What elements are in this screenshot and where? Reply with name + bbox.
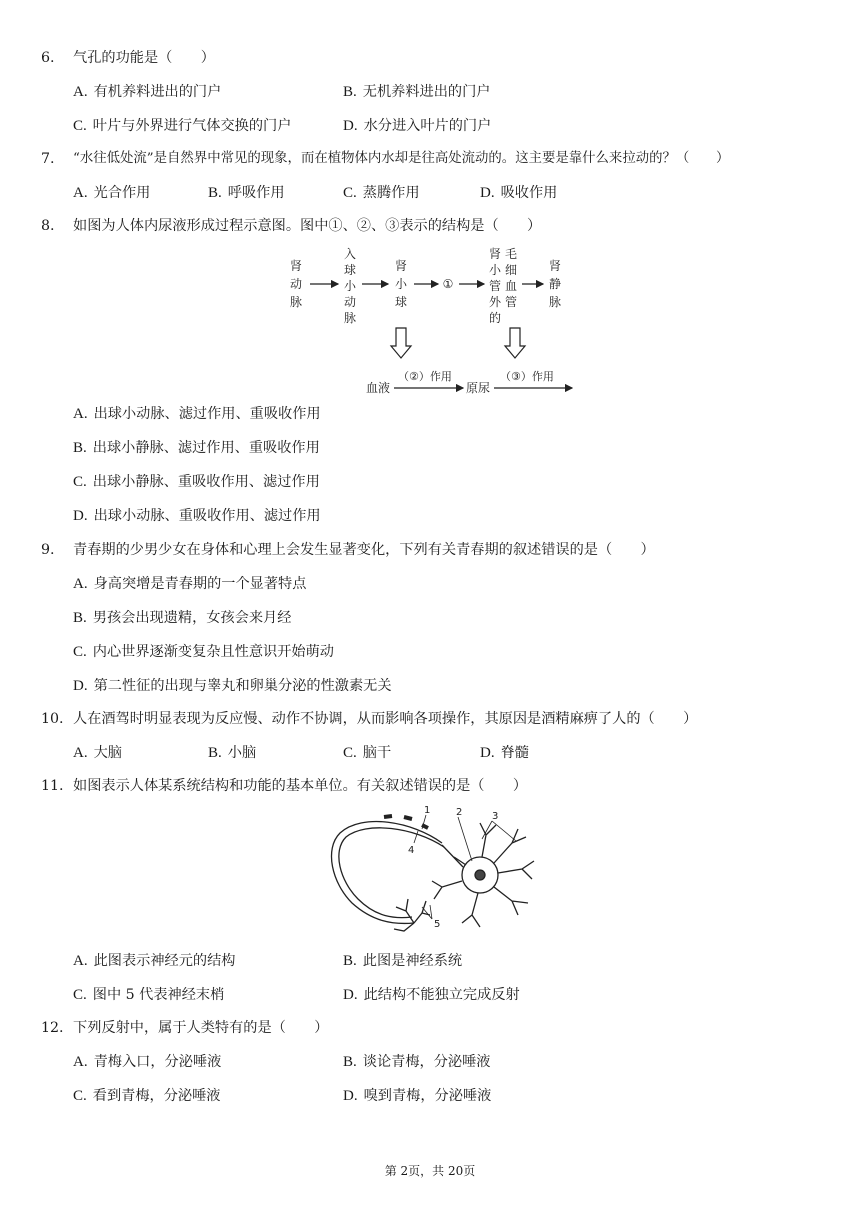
option-b: [343, 951, 462, 971]
option-text: 图中 5 代表神经末梢: [92, 987, 225, 1003]
option-letter: C.: [73, 118, 87, 134]
label-1: 1: [424, 805, 431, 816]
option-letter: D.: [73, 678, 88, 694]
leader-line: [458, 817, 472, 861]
option-letter: C.: [343, 185, 357, 201]
option-c: [73, 472, 320, 492]
option-letter: D.: [343, 987, 358, 1003]
down-arrow-icon: [505, 328, 525, 358]
option-a: [73, 82, 221, 102]
option-text: 水分进入叶片的门户: [363, 118, 492, 134]
svg-text:肾: 肾: [548, 259, 562, 273]
svg-text:小: 小: [488, 263, 502, 277]
option-letter: A.: [73, 84, 88, 100]
svg-text:细: 细: [504, 263, 518, 277]
svg-text:入: 入: [343, 247, 357, 261]
option-d: [73, 676, 392, 696]
action-3-label: （③）作用: [500, 370, 554, 383]
option-a: [73, 743, 122, 763]
option-letter: D.: [480, 185, 495, 201]
option-text: 吸收作用: [500, 185, 558, 201]
option-letter: C.: [73, 987, 87, 1003]
question-number: 12.: [41, 1020, 64, 1036]
axon-hillock: [442, 845, 463, 867]
svg-text:管: 管: [504, 295, 518, 309]
svg-text:管: 管: [488, 279, 502, 293]
label-2: 2: [456, 807, 463, 818]
svg-text:脉: 脉: [548, 295, 562, 309]
svg-text:毛: 毛: [504, 247, 518, 261]
label-5: 5: [434, 919, 441, 930]
option-text: 呼吸作用: [227, 185, 285, 201]
option-text: 蒸腾作用: [362, 185, 420, 201]
option-d: [343, 1086, 491, 1106]
svg-text:外: 外: [488, 295, 502, 309]
option-b: [208, 183, 285, 203]
option-letter: A.: [73, 1054, 88, 1070]
option-a: [73, 574, 306, 594]
option-d: [343, 116, 491, 136]
option-letter: B.: [73, 610, 87, 626]
option-c: [73, 116, 291, 136]
page-footer: 第 2页，共 20页: [384, 1164, 476, 1178]
blood-label: 血液: [366, 381, 391, 395]
svg-text:动: 动: [343, 295, 357, 309]
option-a: [73, 1052, 221, 1072]
option-d: [480, 183, 557, 203]
label-3: 3: [492, 811, 499, 822]
svg-text:小: 小: [394, 277, 408, 291]
circle-1-label: ①: [442, 277, 454, 291]
option-letter: B.: [343, 953, 357, 969]
option-text: 有机养料进出的门户: [93, 84, 222, 100]
option-b: [343, 1052, 490, 1072]
question-stem: 气孔的功能是（ ）: [73, 50, 215, 66]
option-letter: D.: [73, 508, 88, 524]
question-stem: 如图表示人体某系统结构和功能的基本单位。有关叙述错误的是（ ）: [73, 778, 528, 794]
option-a: [73, 404, 321, 424]
svg-text:球: 球: [394, 295, 408, 309]
option-letter: A.: [73, 576, 88, 592]
neuron-diagram: [322, 803, 538, 943]
option-text: 光合作用: [93, 185, 151, 201]
question-number: 9.: [41, 542, 55, 558]
renal-artery-char: 脉: [289, 295, 303, 309]
option-letter: B.: [73, 440, 87, 456]
option-text: 出球小静脉、滤过作用、重吸收作用: [92, 440, 320, 456]
nucleus: [475, 870, 485, 880]
option-c: [343, 743, 391, 763]
option-text: 脑干: [362, 745, 392, 761]
option-letter: B.: [208, 185, 222, 201]
svg-text:静: 静: [548, 277, 562, 291]
option-letter: A.: [73, 953, 88, 969]
svg-text:肾: 肾: [394, 259, 408, 273]
svg-text:的: 的: [488, 311, 502, 325]
option-text: 大脑: [93, 745, 122, 761]
svg-text:小: 小: [343, 279, 357, 293]
option-letter: D.: [343, 1088, 358, 1104]
renal-artery-char: 肾: [289, 259, 303, 273]
svg-text:脉: 脉: [343, 311, 357, 325]
renal-artery-char: 动: [289, 277, 303, 291]
question-number: 8.: [41, 218, 55, 234]
glomerulus-label: [395, 258, 408, 309]
option-letter: C.: [73, 644, 87, 660]
question-number: 6.: [41, 50, 55, 66]
option-letter: C.: [73, 1088, 87, 1104]
svg-text:肾: 肾: [488, 247, 502, 261]
option-text: 小脑: [227, 745, 257, 761]
option-text: 此图表示神经元的结构: [93, 953, 236, 969]
option-b: [343, 82, 490, 102]
option-letter: A.: [73, 185, 88, 201]
question-stem: 青春期的少男少女在身体和心理上会发生显著变化，下列有关青春期的叙述错误的是（ ）: [73, 542, 655, 558]
option-text: 脊髓: [500, 745, 529, 761]
option-text: 出球小动脉、重吸收作用、滤过作用: [93, 508, 321, 524]
option-b: [73, 438, 320, 458]
option-text: 看到青梅，分泌唾液: [92, 1088, 221, 1104]
svg-text:球: 球: [343, 263, 357, 277]
option-letter: B.: [343, 1054, 357, 1070]
option-text: 谈论青梅，分泌唾液: [362, 1054, 491, 1070]
question-stem: 人在酒驾时明显表现为反应慢、动作不协调，从而影响各项操作，其原因是酒精麻痹了人的（ ）: [73, 711, 698, 727]
afferent-arteriole-label: [344, 247, 357, 325]
nerve-endings: [394, 899, 430, 931]
option-text: 出球小静脉、重吸收作用、滤过作用: [92, 474, 320, 490]
question-number: 11.: [41, 778, 64, 794]
renal-vein-label: [549, 258, 561, 309]
axon-outline: [339, 828, 444, 918]
option-c: [73, 642, 334, 662]
option-text: 此结构不能独立完成反射: [363, 987, 520, 1003]
option-letter: B.: [208, 745, 222, 761]
capillary-label: [489, 246, 517, 325]
option-text: 第二性征的出现与睾丸和卵巢分泌的性激素无关: [93, 678, 392, 694]
option-c: [73, 985, 224, 1005]
question-stem: “水往低处流”是自然界中常见的现象，而在植物体内水却是往高处流动的。这主要是靠什么来拉动的？（ ）: [73, 151, 730, 166]
option-text: 青梅入口，分泌唾液: [93, 1054, 222, 1070]
question-stem: 如图为人体内尿液形成过程示意图。图中①、②、③表示的结构是（ ）: [73, 218, 542, 234]
option-c: [343, 183, 420, 203]
renal-artery-label: [290, 258, 302, 309]
question-number: 7.: [41, 151, 55, 167]
option-a: [73, 183, 150, 203]
question-number: 10.: [41, 711, 64, 727]
option-letter: A.: [73, 406, 88, 422]
option-text: 男孩会出现遗精，女孩会来月经: [92, 610, 292, 626]
leader-line: [482, 821, 516, 841]
option-letter: A.: [73, 745, 88, 761]
option-d: [480, 743, 529, 763]
option-d: [73, 506, 321, 526]
option-d: [343, 985, 520, 1005]
option-a: [73, 951, 235, 971]
action-2-label: （②）作用: [398, 370, 452, 383]
primary-urine-label: 原尿: [466, 381, 491, 395]
option-b: [73, 608, 291, 628]
option-letter: B.: [343, 84, 357, 100]
svg-text:血: 血: [504, 279, 518, 293]
option-text: 身高突增是青春期的一个显著特点: [93, 576, 307, 592]
option-letter: D.: [343, 118, 358, 134]
urine-formation-diagram: [270, 240, 590, 400]
option-letter: C.: [343, 745, 357, 761]
label-4: 4: [408, 845, 415, 856]
option-letter: C.: [73, 474, 87, 490]
option-text: 此图是神经系统: [362, 953, 463, 969]
option-letter: D.: [480, 745, 495, 761]
option-text: 无机养料进出的门户: [362, 84, 491, 100]
question-stem: 下列反射中，属于人类特有的是（ ）: [73, 1020, 329, 1036]
option-b: [208, 743, 256, 763]
down-arrow-icon: [391, 328, 411, 358]
option-text: 叶片与外界进行气体交换的门户: [92, 118, 292, 134]
option-c: [73, 1086, 220, 1106]
option-text: 嗅到青梅，分泌唾液: [363, 1088, 492, 1104]
option-text: 内心世界逐渐变复杂且性意识开始萌动: [92, 644, 334, 660]
option-text: 出球小动脉、滤过作用、重吸收作用: [93, 406, 321, 422]
